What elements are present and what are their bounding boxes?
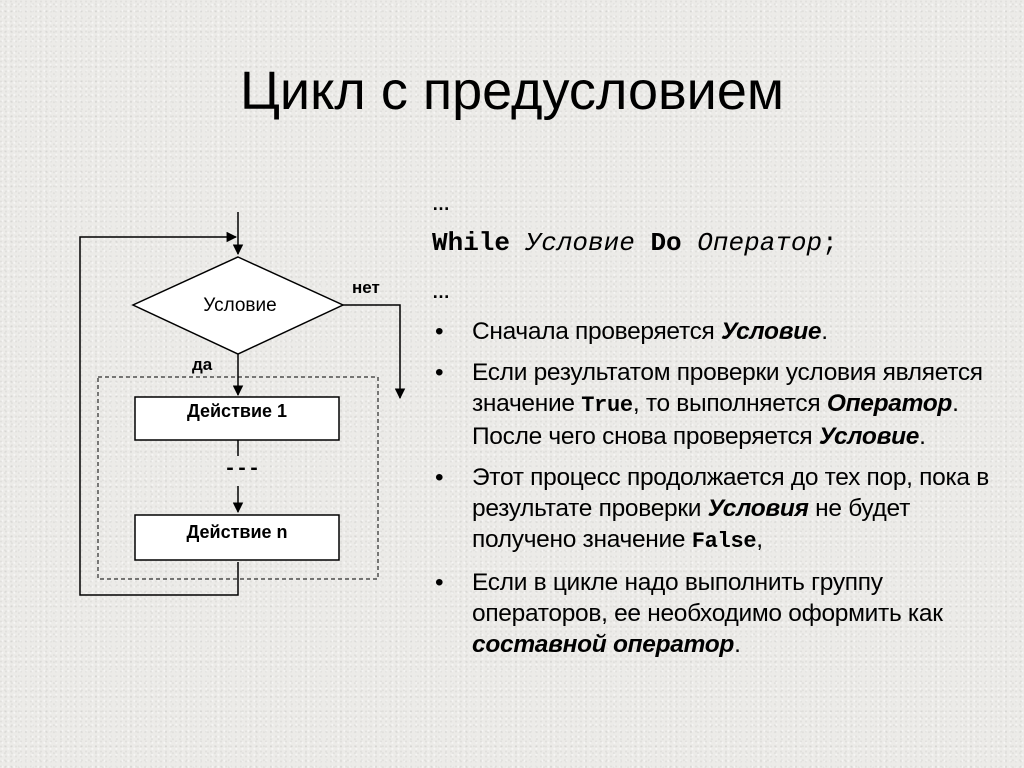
no-label: нет	[352, 278, 380, 297]
slide-title: Цикл с предусловием	[239, 61, 785, 121]
bullet-text: .	[734, 631, 741, 658]
action-n-label: Действие n	[186, 521, 288, 542]
bullet-text: ,	[756, 526, 763, 553]
operator-placeholder: Оператор	[697, 228, 823, 258]
code-ellipsis-bottom: …	[432, 282, 450, 302]
bullet-text: .	[821, 318, 828, 345]
bullet-item	[432, 567, 1007, 660]
bullet-text: Если результатом проверки условия является значение	[472, 359, 983, 417]
do-keyword: Do	[650, 228, 682, 258]
bullet-item	[432, 357, 1007, 452]
yes-label: да	[192, 355, 213, 374]
code-while-line	[432, 228, 838, 258]
bullet-text: .	[919, 423, 926, 450]
bullet-text: Этот процесс продолжается до тех пор, пока в результате проверки	[472, 464, 989, 522]
bullet-bold-italic: Оператор	[826, 390, 953, 417]
code-ellipsis-top: …	[432, 194, 450, 214]
condition-placeholder: Условие	[525, 228, 635, 258]
while-keyword: While	[432, 228, 511, 258]
no-branch-arrow	[343, 305, 400, 398]
bullet-bold-italic: Условие	[818, 423, 920, 450]
condition-label: Условие	[203, 295, 277, 317]
bullet-text: не будет получено значение	[472, 495, 910, 553]
bullet-code: True	[581, 393, 633, 418]
bullet-text: . После чего снова проверяется	[472, 390, 959, 450]
bullet-code: False	[691, 529, 757, 554]
bullet-bold-italic: Условия	[707, 495, 809, 522]
ellipsis-mark: ---	[223, 458, 261, 481]
bullet-text: Сначала проверяется	[472, 318, 722, 345]
action1-label: Действие 1	[186, 400, 288, 421]
semicolon: ;	[822, 228, 838, 258]
bullet-text: , то выполняется	[632, 390, 827, 417]
explanation-list	[432, 316, 1007, 670]
bullet-text: Если в цикле надо выполнить группу операторов, ее необходимо оформить как	[472, 569, 943, 627]
bullet-bold-italic: Условие	[721, 318, 822, 345]
bullet-bold-italic: составной оператор	[472, 631, 735, 658]
bullet-item	[432, 316, 1007, 347]
bullet-item	[432, 462, 1007, 557]
